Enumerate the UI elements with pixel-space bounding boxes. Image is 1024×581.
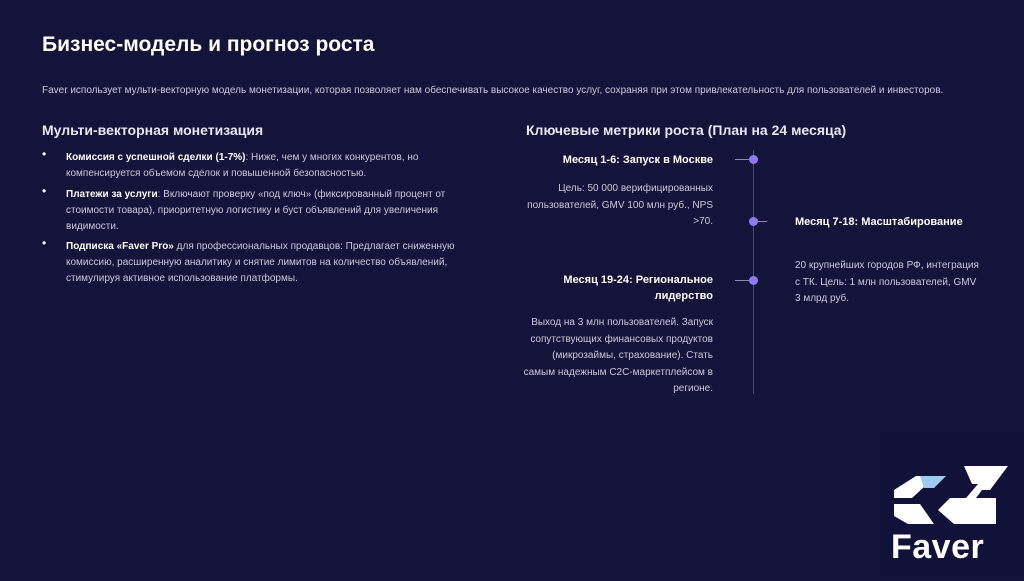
item-text: : Ниже, чем у многих конкурентов, но компенсируется объемом сделок и повышенной безопасностью. [66, 152, 419, 179]
phase-1-title: Месяц 1-6: Запуск в Москве [562, 154, 713, 166]
timeline-tick [735, 280, 749, 281]
timeline-node [749, 217, 758, 226]
timeline-node [749, 276, 758, 285]
item-title: Платежи за услуги [66, 189, 158, 200]
list-item [42, 147, 482, 182]
item-title: Комиссия с успешной сделки (1-7%) [66, 152, 246, 163]
page-subtitle: Faver использует мульти-векторную модель монетизации, которая позволяет нам обеспечивать высокое качество услуг, сохраняя при этом привлекательность для пользователей и инвесторов. [42, 85, 944, 96]
item-text: для профессиональных продавцов: Предлагает сниженную комиссию, расширенную аналитику и снятие лимитов на количество объявлений, стимулируя активное использование платформы. [66, 241, 455, 284]
growth-metrics-heading: Ключевые метрики роста (План на 24 месяца) [526, 122, 847, 138]
bullet-icon: • [42, 147, 47, 161]
list-item [42, 236, 482, 287]
phase-3-title: Месяц 19-24: Региональное лидерство [563, 274, 713, 302]
timeline-tick [735, 159, 749, 160]
phase-1-description: Цель: 50 000 верифицированных пользователей, GMV 100 млн руб., NPS >70. [527, 183, 713, 227]
item-text: : Включают проверку «под ключ» (фиксированный процент от стоимости товара), приоритетную логистику и буст объявлений для увеличения видимости. [66, 189, 446, 232]
timeline-line [753, 150, 754, 394]
timeline-node [749, 155, 758, 164]
list-item [42, 184, 482, 235]
item-title: Подписка «Faver Pro» [66, 241, 174, 252]
phase-3-description: Выход на 3 млн пользователей. Запуск сопутствующих финансовых продуктов (микрозаймы, страхование). Стать самым надежным C2C-маркетплейсом в регионе. [523, 317, 713, 394]
bullet-icon: • [42, 184, 47, 198]
logo-text: Faver [891, 528, 985, 566]
bullet-icon: • [42, 236, 47, 250]
page-title: Бизнес-модель и прогноз роста [42, 33, 375, 56]
phase-2-description: 20 крупнейших городов РФ, интеграция с ТК. Цель: 1 млн пользователей, GMV 3 млрд руб. [795, 260, 979, 304]
phase-2-title: Месяц 7-18: Масштабирование [795, 216, 963, 228]
monetization-heading: Мульти-векторная монетизация [42, 122, 264, 138]
